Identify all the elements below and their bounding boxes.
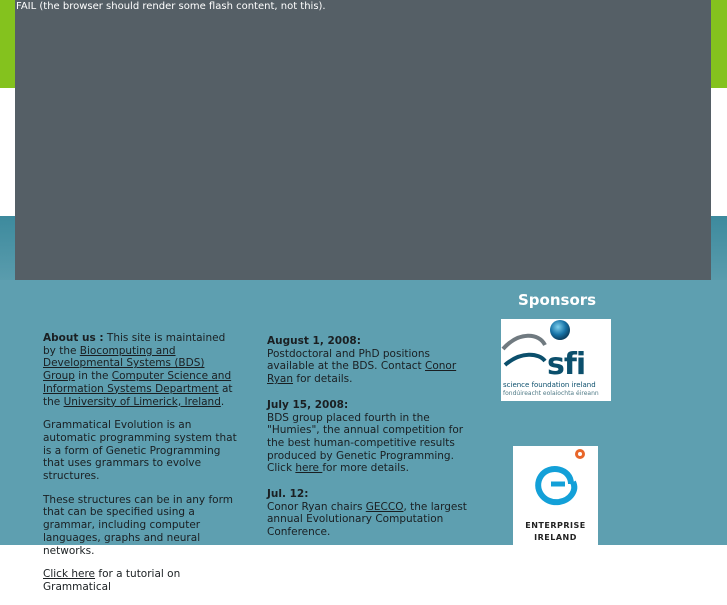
news-date: August 1, 2008: [267, 335, 361, 347]
sfi-caption-irish: fondúireacht eolaíochta éireann [503, 390, 599, 397]
conor-ryan-link[interactable]: Conor Ryan [267, 360, 457, 386]
about-label: About us : [43, 332, 104, 344]
enterprise-label: ENTERPRISE [525, 521, 586, 530]
university-link[interactable]: University of Limerick, Ireland [63, 395, 221, 408]
tutorial-text: for a tutorial on Grammatical [43, 568, 181, 593]
news-column [267, 335, 467, 552]
news-item [267, 399, 467, 475]
about-paragraph [43, 332, 239, 408]
about-column [43, 332, 239, 605]
flash-fail-text: FAIL (the browser should render some flash content, not this). [16, 1, 326, 12]
news-text: Postdoctoral and PhD positions available at the BDS. Contact [267, 347, 430, 373]
tutorial-link[interactable]: Click here [43, 568, 96, 581]
news-item [267, 335, 467, 386]
structures-description: These structures can be in any form that can be specified using a grammar, including computer languages, graphs and neural networks. [43, 493, 233, 557]
csis-department-link[interactable]: Computer Science and Information Systems Department [43, 370, 232, 395]
news-text: for more details. [322, 462, 409, 475]
sponsors-title: Sponsors [518, 291, 597, 309]
humies-here-link[interactable]: here [295, 462, 323, 475]
ireland-label: IRELAND [534, 533, 577, 542]
news-text: Conor Ryan chairs [267, 500, 366, 513]
gecco-link[interactable]: GECCO [365, 500, 404, 513]
about-text: in the [74, 370, 112, 383]
ge-description: Grammatical Evolution is an automatic programming system that is a form of Genetic Programming that uses grammars to evolve structures. [43, 419, 237, 483]
about-text: . [220, 395, 225, 408]
flash-placeholder[interactable] [15, 0, 711, 280]
news-date: Jul. 12: [267, 488, 309, 501]
news-date: July 15, 2008: [267, 398, 349, 411]
news-item [267, 488, 467, 539]
tutorial-paragraph [43, 568, 239, 593]
enterprise-ireland-logo[interactable] [513, 446, 598, 545]
about-text: at the [43, 382, 233, 408]
news-text: BDS group placed fourth in the "Humies", the annual competition for the best human-competitive results produced by Genetic Programming. Click [267, 411, 464, 475]
bds-group-link[interactable]: Biocomputing and Developmental Systems (BDS) Group [43, 344, 205, 383]
sfi-caption: science foundation ireland [503, 381, 596, 389]
enterprise-ireland-icon [513, 446, 598, 516]
news-text: , the largest annual Evolutionary Computation Conference. [267, 500, 467, 539]
about-text: This site is maintained by the [43, 332, 226, 357]
sfi-wordmark: sfi [547, 347, 586, 382]
news-text: for details. [293, 373, 353, 386]
